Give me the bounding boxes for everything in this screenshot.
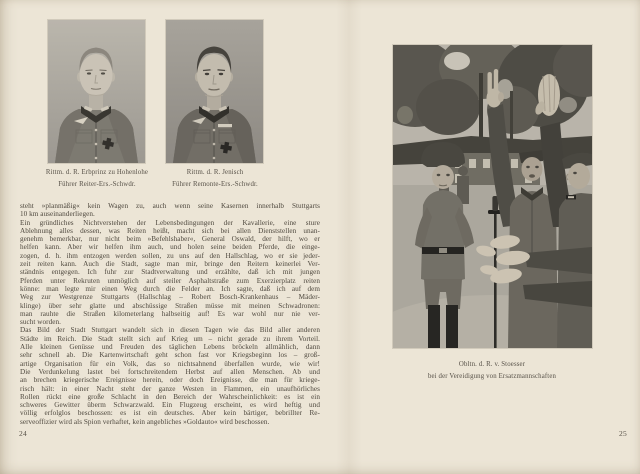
body-text-line: Rollen rückt eine große Schlacht in den Bereich der Wahrscheinlichkeit: es ist ein bbox=[20, 392, 320, 401]
body-text-line: artige Organisation für ein Volk, das so nichtsahnend überfallen wurde, wie wir! bbox=[20, 359, 320, 368]
body-text-line: Das Bild der Stadt Stuttgart wandelt sich in diesen Tagen wie das Bild aller anderen bbox=[20, 326, 320, 335]
body-text-line: risch hält: in einer Nacht steht der ganze Westen in Flammen, ein unaufhörliches bbox=[20, 384, 320, 393]
caption-line: Rittm. d. R. Jenisch bbox=[186, 169, 244, 176]
caption-line: Obltn. d. R. v. Stoesser bbox=[458, 361, 526, 368]
jackboot bbox=[428, 305, 440, 348]
portrait-hohenlohe-illustration bbox=[48, 20, 145, 163]
belt-buckle bbox=[439, 248, 447, 253]
body-text-line: Pferden unter Rekruten unmöglich auf steiler Asphaltstraße zum Exerzierplatz reiten bbox=[20, 276, 320, 285]
caption-line: Führer Reiter-Ers.-Schwdr. bbox=[58, 180, 136, 188]
body-text-line: Ablehnung alles dessen, was Reiten heißt, macht sich bei allen Dienststellen unan- bbox=[20, 226, 320, 235]
body-text-line: Alle kleinen Genüsse und Freuden des täglichen Lebens bröckeln allmählich, dann bbox=[20, 343, 320, 352]
body-text-line: sehr schnell ab. Die Kartenwirtschaft geht schon fast vor Kriegsbeginn los – groß- bbox=[20, 351, 320, 360]
body-text-line: Weg zur Westgrenze Stuttgarts (Hallschlag – Robert Bosch-Krankenhaus – Mäder- bbox=[20, 293, 320, 302]
body-text-line: zogen, d. h. ihm entzogen werden sollen, zu uns auf den Hallschlag, wo er sie jeder- bbox=[20, 251, 320, 260]
oath-ceremony-illustration bbox=[393, 45, 592, 348]
body-text-line: Städte im Reich. Die Stadt stellt sich auf Krieg um – nicht gerade zu ihrem Vorteil. bbox=[20, 334, 320, 343]
body-text-line: könne: man legte mir einen Weg durch die Felder an. Ich sagte, daß ich auf dem bbox=[20, 284, 320, 293]
portrait-photo-jenisch bbox=[166, 20, 263, 163]
body-text-line: 10 km auseinanderliegen. bbox=[20, 210, 95, 219]
body-text-line: völlig erfolglos beschossen: es ist ein deutsches. Aber kein bärtiger, bebrillter Re- bbox=[20, 409, 320, 418]
page-number-right: 25 bbox=[619, 429, 628, 438]
body-text-line: genehm bemerkbar, nur nicht beim »Befehlshaber«, General Oswald, der hilft, wo er bbox=[20, 235, 320, 244]
page-number-left: 24 bbox=[19, 429, 28, 438]
caption-line: Führer Remonte-Ers.-Schwdr. bbox=[172, 180, 258, 188]
body-text-line: sucht worden. bbox=[20, 318, 61, 327]
body-text-line: schweres Gewitter überm Schwarzwald. Ein Flugzeug erscheint, es wird heftig und bbox=[20, 401, 320, 410]
portrait-caption-jenisch bbox=[140, 167, 290, 190]
caption-line: bei der Vereidigung von Ersatzmannschaften bbox=[427, 372, 557, 380]
body-text-line: zeit reiten kann. Auch die Stadt, sagte man mir, bringe den Reitern keinerlei Ver- bbox=[20, 260, 320, 269]
body-text-line: steht »planmäßig« kein Wagen zu, auch wenn seine Kasernen innerhalb Stuttgarts bbox=[20, 202, 320, 210]
body-text-line: an brechen kriegerische Ereignisse herein, oder doch Ereignisse, die man für kriege- bbox=[20, 376, 320, 385]
ribbon-bar bbox=[218, 124, 232, 127]
body-text-line: serveoffizier wird als Spion verhaftet, kein angebliches »Goldauto« wird beschossen. bbox=[20, 417, 270, 426]
body-text-line: helfen kann. Aber wir helfen ihm auch, und holen seine beiden Pferde, die einge- bbox=[20, 243, 320, 252]
portrait-jenisch-illustration bbox=[166, 20, 263, 163]
oath-ceremony-photo bbox=[393, 45, 592, 348]
body-text-line: ständnis entgegen. Ich fuhr zur Stadtverwaltung und erzählte, daß ich mit jungen bbox=[20, 268, 320, 277]
page-gutter-shadow bbox=[336, 0, 362, 474]
body-text-line: Die Verdunkelung lastet bei fortschreitendem Herbst auf allen Menschen. Ab und bbox=[20, 367, 320, 376]
caption-line: Rittm. d. R. Erbprinz zu Hohenlohe bbox=[45, 169, 149, 176]
oath-photo-caption bbox=[392, 359, 592, 382]
body-text-line: klinge) über sehr glatte und abschüssige Straßen müsse mit meinen Schwadronen: bbox=[20, 301, 320, 310]
speaking-mouth bbox=[529, 174, 535, 178]
tree-trunk bbox=[479, 73, 483, 145]
body-text-line: Ein gründliches Nichtverstehen der Lebensbedingungen der Kavallerie, eine sture bbox=[20, 218, 320, 227]
body-text-line: man rauhte die Straßen kilometerlang halbseitig auf! Es war wohl nur nie ver- bbox=[20, 309, 320, 318]
body-text bbox=[20, 202, 320, 426]
portrait-photo-hohenlohe bbox=[48, 20, 145, 163]
jackboot bbox=[446, 305, 458, 348]
